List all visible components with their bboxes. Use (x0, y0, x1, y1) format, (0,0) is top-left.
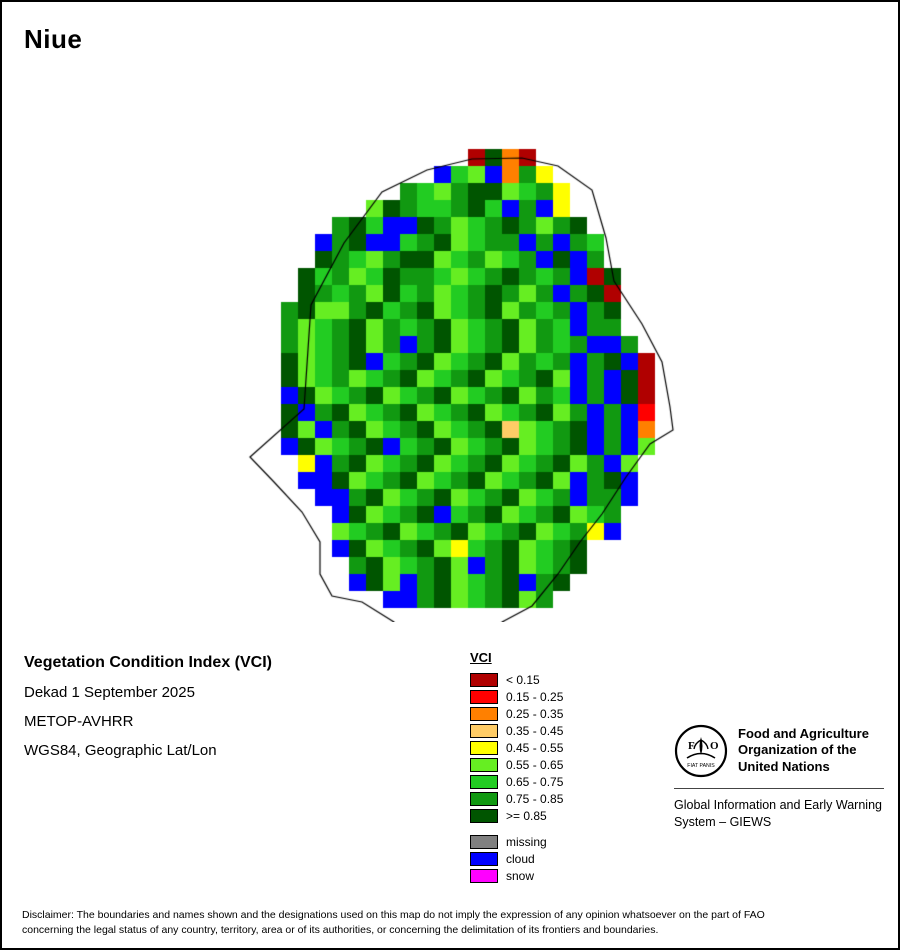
map-metadata (24, 654, 424, 771)
disclaimer-line-1: Disclaimer: The boundaries and names shown and the designations used on this map do not imply the expression of any opinion whatsoever on the part of FAO (22, 909, 765, 921)
legend-item (470, 790, 650, 807)
legend-swatch (470, 835, 498, 849)
legend-label: cloud (506, 851, 535, 866)
legend-label: snow (506, 868, 535, 883)
vci-raster-canvas (2, 62, 898, 622)
legend-item (470, 807, 650, 824)
legend-item (470, 688, 650, 705)
legend-label: 0.35 - 0.45 (506, 723, 564, 738)
fao-branding (674, 724, 884, 831)
legend-swatch (470, 775, 498, 789)
legend-swatch (470, 673, 498, 687)
legend-label: 0.55 - 0.65 (506, 757, 564, 772)
legend-item (470, 722, 650, 739)
vci-legend (470, 650, 650, 884)
legend-item (470, 756, 650, 773)
legend-label: missing (506, 834, 547, 849)
metadata-line-product: Vegetation Condition Index (VCI) (24, 654, 272, 671)
metadata-line-sensor: METOP-AVHRR (24, 713, 134, 730)
legend-label: 0.45 - 0.55 (506, 740, 564, 755)
legend-item (470, 739, 650, 756)
legend-label: < 0.15 (506, 672, 540, 687)
legend-label: 0.75 - 0.85 (506, 791, 564, 806)
fao-motto: FIAT PANIS (687, 763, 715, 769)
legend-label: 0.15 - 0.25 (506, 689, 564, 704)
legend-item-snow (470, 867, 650, 884)
giews-system-name: Global Information and Early Warning System – GIEWS (674, 798, 882, 829)
legend-item (470, 705, 650, 722)
legend-title: VCI (470, 650, 492, 665)
legend-swatch (470, 809, 498, 823)
legend-label: >= 0.85 (506, 808, 547, 823)
page-title: Niue (24, 24, 83, 54)
legend-item-missing (470, 833, 650, 850)
metadata-line-period: Dekad 1 September 2025 (24, 684, 195, 701)
legend-item-cloud (470, 850, 650, 867)
fao-organization-name: Food and Agriculture Organization of the United Nations (738, 726, 869, 774)
legend-item (470, 773, 650, 790)
legend-swatch (470, 869, 498, 883)
legend-label: 0.65 - 0.75 (506, 774, 564, 789)
metadata-line-projection: WGS84, Geographic Lat/Lon (24, 742, 217, 759)
legend-swatch (470, 758, 498, 772)
fao-emblem-icon (674, 724, 728, 778)
legend-swatch (470, 741, 498, 755)
disclaimer (22, 908, 882, 938)
divider (674, 788, 884, 789)
legend-item (470, 671, 650, 688)
legend-swatch (470, 724, 498, 738)
svg-text:O: O (710, 740, 719, 752)
legend-swatch (470, 707, 498, 721)
legend-swatch (470, 792, 498, 806)
disclaimer-line-2: concerning the legal status of any country, territory, area or of its authorities, or concerning the delimitation of its frontiers and boundaries. (22, 924, 659, 937)
legend-swatch (470, 690, 498, 704)
legend-swatch (470, 852, 498, 866)
map-image (2, 62, 898, 622)
svg-text:F: F (688, 740, 695, 752)
legend-label: 0.25 - 0.35 (506, 706, 564, 721)
